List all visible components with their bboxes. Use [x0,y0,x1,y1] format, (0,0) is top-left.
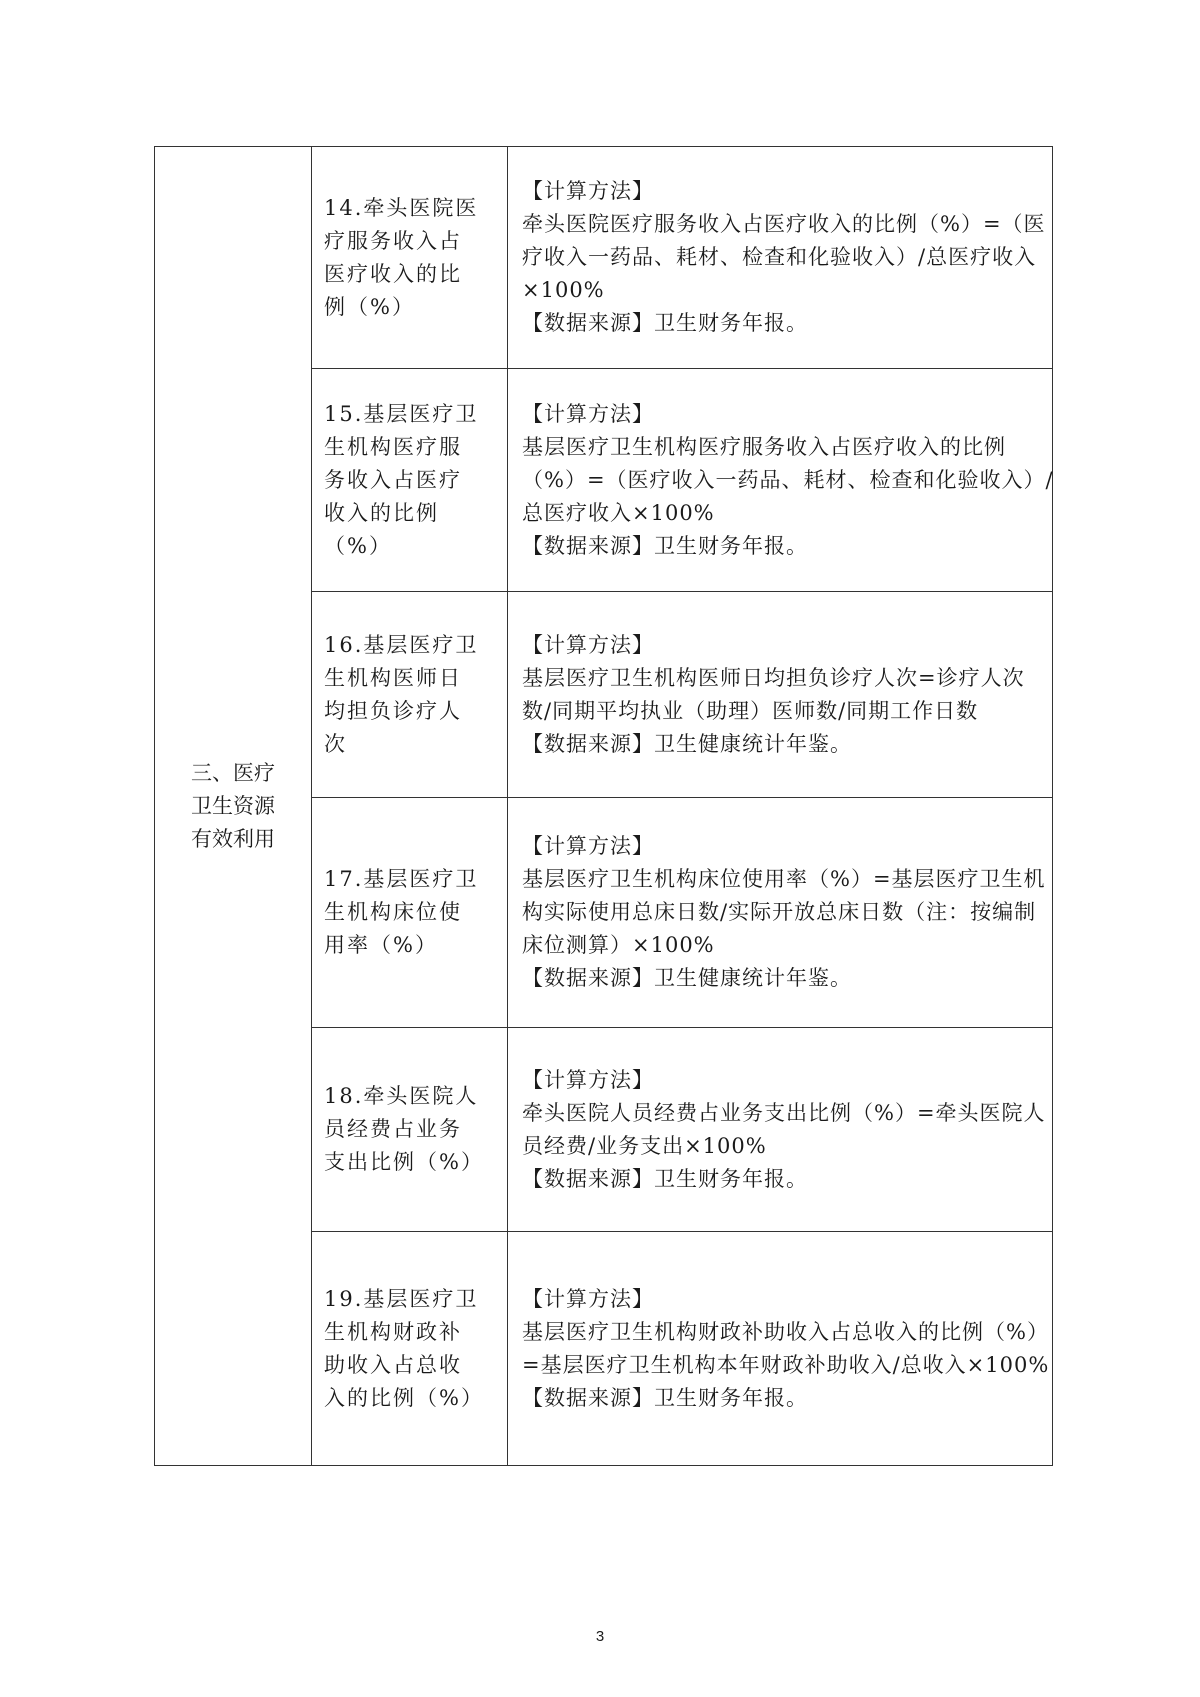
indicator-line: 收入的比例 [324,500,439,525]
method-line: 员经费/业务支出×100% [522,1133,767,1158]
method-line: 【计算方法】 [522,1286,654,1311]
method-line: 【计算方法】 [522,834,654,858]
indicator-line: 15.基层医疗卫 [324,401,479,426]
indicator-line: 生机构床位使 [324,900,462,924]
indicator-cell [312,798,508,1028]
method-cell [508,147,1053,369]
indicator-line: 均担负诊疗人 [324,698,462,723]
method-line: 总医疗收入×100% [522,500,715,525]
method-line: 基层医疗卫生机构财政补助收入占总收入的比例（%） [522,1319,1049,1344]
indicator-line: 用率（%） [324,933,438,957]
method-line: 【计算方法】 [522,401,654,426]
category-line: 卫生资源 [191,793,275,818]
indicator-line: 17.基层医疗卫 [324,867,479,891]
method-cell [508,369,1053,592]
indicator-line: 支出比例（%） [324,1150,484,1174]
indicator-line: 入的比例（%） [324,1385,484,1410]
method-line: 【计算方法】 [522,179,654,203]
indicator-table [154,146,1053,1466]
table-row [155,147,1053,369]
method-line: 【计算方法】 [522,632,654,657]
method-line: 基层医疗卫生机构医师日均担负诊疗人次=诊疗人次 [522,665,1025,690]
method-line: 【计算方法】 [522,1067,654,1092]
method-line: 【数据来源】卫生健康统计年鉴。 [522,966,852,990]
method-line: （%）=（医疗收入一药品、耗材、检查和化验收入）/ [522,467,1054,492]
method-line: 床位测算）×100% [522,933,715,957]
indicator-line: 生机构医师日 [324,665,462,690]
indicator-line: 务收入占医疗 [324,467,462,492]
method-line: 基层医疗卫生机构床位使用率（%）=基层医疗卫生机 [522,867,1046,891]
indicator-cell [312,1232,508,1466]
indicator-line: 生机构医疗服 [324,434,462,459]
method-line: 牵头医院医疗服务收入占医疗收入的比例（%）=（医 [522,212,1046,236]
method-line: 基层医疗卫生机构医疗服务收入占医疗收入的比例 [522,434,1006,459]
indicator-line: 14.牵头医院医 [324,195,479,220]
indicator-line: 医疗收入的比 [324,261,462,286]
indicator-line: 员经费占业务 [324,1117,462,1141]
indicator-line: 次 [324,731,347,756]
indicator-line: 生机构财政补 [324,1319,462,1344]
category-cell [155,147,312,1466]
method-line: ×100% [522,278,605,302]
indicator-line: （%） [324,533,392,558]
indicator-line: 16.基层医疗卫 [324,632,479,657]
indicator-line: 助收入占总收 [324,1352,462,1377]
indicator-line: 疗服务收入占 [324,228,462,253]
category-line: 有效利用 [191,826,275,851]
method-line: 【数据来源】卫生财务年报。 [522,1385,808,1410]
method-cell [508,798,1053,1028]
method-line: 疗收入一药品、耗材、检查和化验收入）/总医疗收入 [522,245,1037,269]
method-line: 构实际使用总床日数/实际开放总床日数（注：按编制 [522,900,1037,924]
indicator-cell [312,147,508,369]
method-cell [508,592,1053,798]
page-number: 3 [595,1628,605,1645]
method-cell [508,1232,1053,1466]
method-cell [508,1028,1053,1232]
indicator-line: 例（%） [324,294,415,319]
method-line: 【数据来源】卫生财务年报。 [522,1166,808,1191]
indicator-line: 19.基层医疗卫 [324,1286,479,1311]
indicator-cell [312,592,508,798]
method-line: =基层医疗卫生机构本年财政补助收入/总收入×100% [522,1352,1050,1377]
category-line: 三、医疗 [191,760,275,785]
method-line: 【数据来源】卫生健康统计年鉴。 [522,731,852,756]
method-line: 数/同期平均执业（助理）医师数/同期工作日数 [522,698,979,723]
indicator-line: 18.牵头医院人 [324,1084,479,1108]
method-line: 【数据来源】卫生财务年报。 [522,311,808,335]
method-line: 【数据来源】卫生财务年报。 [522,533,808,558]
indicator-cell [312,1028,508,1232]
method-line: 牵头医院人员经费占业务支出比例（%）=牵头医院人 [522,1100,1046,1125]
indicator-cell [312,369,508,592]
